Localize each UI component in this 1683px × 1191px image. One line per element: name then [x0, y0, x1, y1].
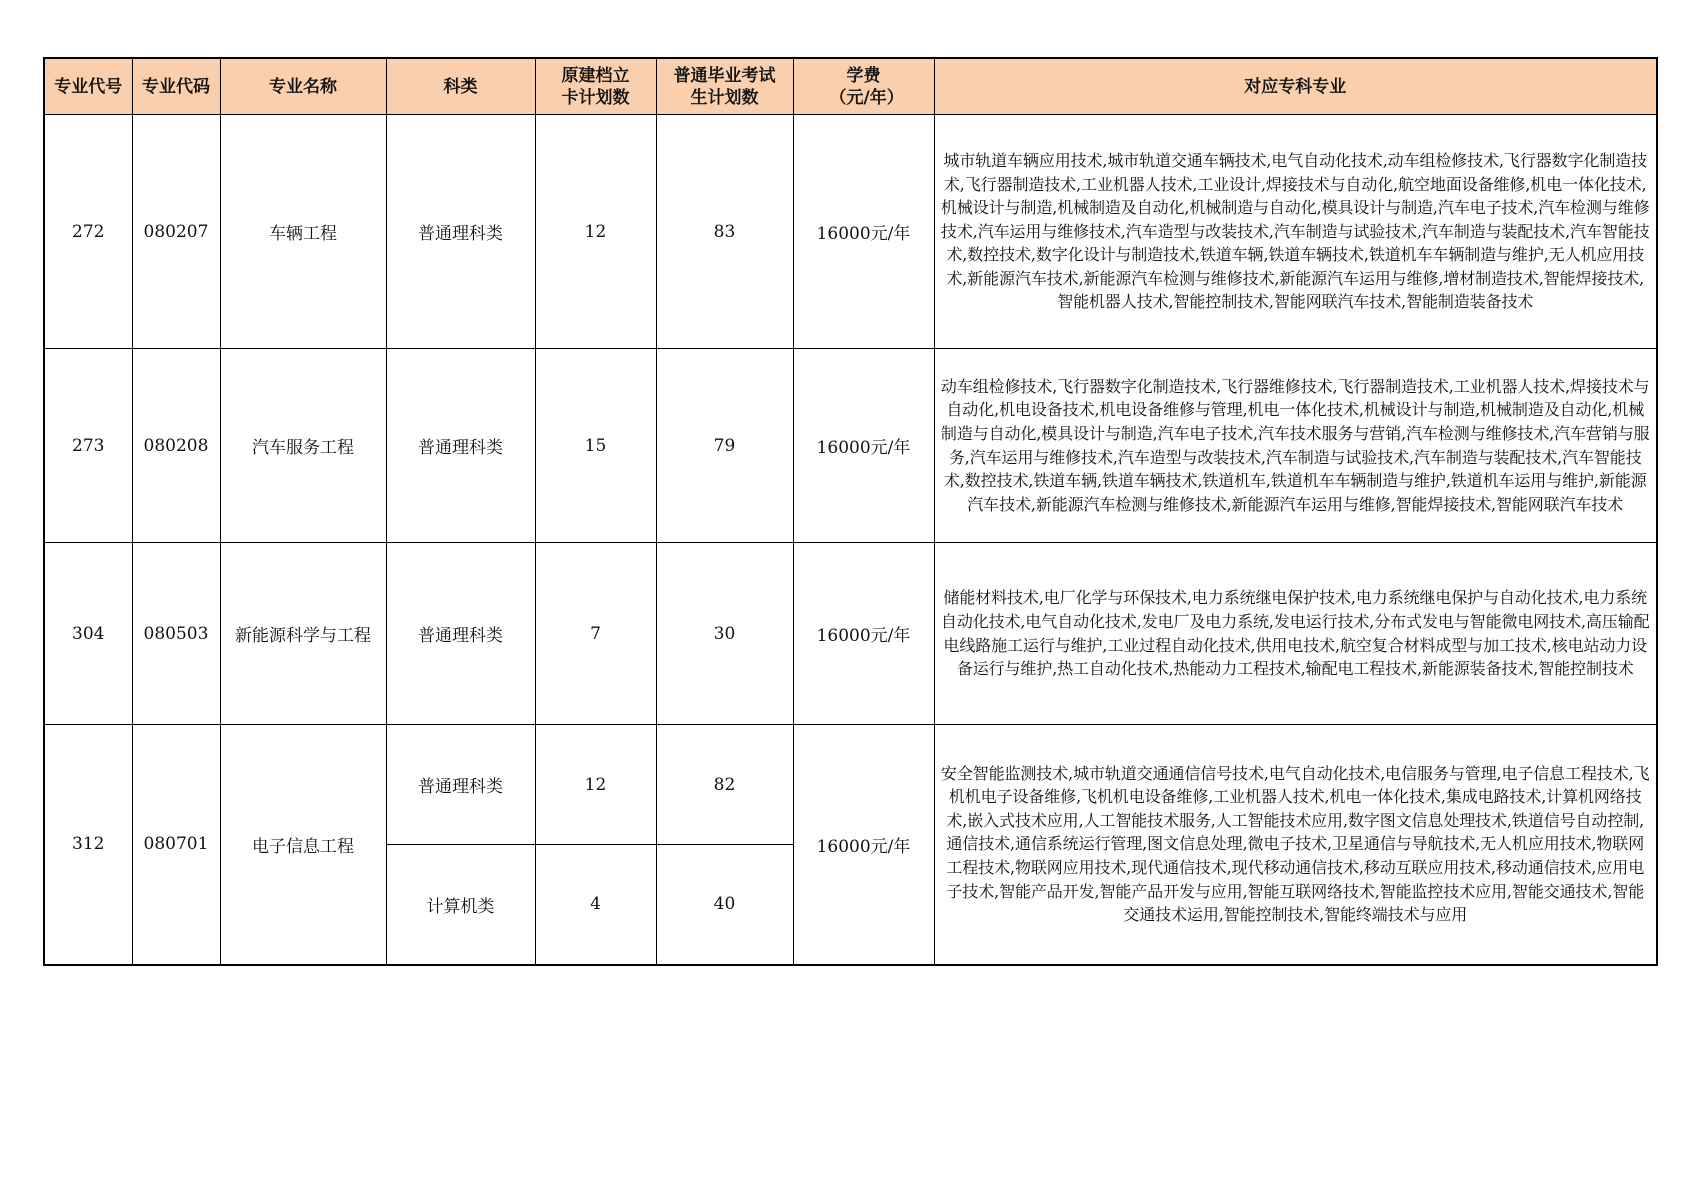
cell-major-code: 080503: [132, 543, 220, 725]
cell-plan-b: 83: [656, 115, 793, 349]
cell-related-majors: 城市轨道车辆应用技术,城市轨道交通车辆技术,电气自动化技术,动车组检修技术,飞行器数字化制造技术,飞行器制造技术,工业机器人技术,工业设计,焊接技术与自动化,航空地面设备维修,机电一体化技术,机械设计与制造,机械制造及自动化,机械制造与自动化,模具设计与制造,汽车电子技术,汽车检测与维修技术,汽车运用与维修技术,汽车造型与改装技术,汽车制造与试验技术,汽车制造与装配技术,汽车智能技术,数控技术,数字化设计与制造技术,铁道车辆,铁道车辆技术,铁道机车车辆制造与维护,无人机应用技术,新能源汽车技术,新能源汽车检测与维修技术,新能源汽车运用与维修,增材制造技术,智能焊接技术,智能机器人技术,智能控制技术,智能网联汽车技术,智能制造装备技术: [934, 115, 1657, 349]
cell-plan-b: 79: [656, 349, 793, 543]
cell-major-name: 汽车服务工程: [220, 349, 386, 543]
table-header: [44, 58, 1657, 115]
header-tuition: 学费（元/年）: [793, 58, 934, 115]
cell-major-code: 080701: [132, 725, 220, 965]
table-row: [44, 543, 1657, 725]
cell-plan-b: 82: [656, 725, 793, 845]
cell-plan-a: 12: [535, 725, 656, 845]
cell-plan-a: 7: [535, 543, 656, 725]
cell-code: 273: [44, 349, 132, 543]
cell-category: 计算机类: [386, 845, 535, 965]
cell-major-code: 080207: [132, 115, 220, 349]
table-body: [44, 115, 1657, 965]
header-row: [44, 58, 1657, 115]
cell-tuition: 16000元/年: [793, 725, 934, 965]
cell-plan-a: 15: [535, 349, 656, 543]
cell-related-majors: 安全智能监测技术,城市轨道交通通信信号技术,电气自动化技术,电信服务与管理,电子信息工程技术,飞机机电子设备维修,飞机机电设备维修,工业机器人技术,机电一体化技术,集成电路技术,计算机网络技术,嵌入式技术应用,人工智能技术服务,人工智能技术应用,数字图文信息处理技术,铁道信号自动控制,通信技术,通信系统运行管理,图文信息处理,微电子技术,卫星通信与导航技术,无人机应用技术,物联网工程技术,物联网应用技术,现代通信技术,现代移动通信技术,移动互联应用技术,移动通信技术,应用电子技术,智能产品开发,智能产品开发与应用,智能互联网络技术,智能监控技术应用,智能交通技术,智能交通技术运用,智能控制技术,智能终端技术与应用: [934, 725, 1657, 965]
cell-category: 普通理科类: [386, 543, 535, 725]
header-category: 科类: [386, 58, 535, 115]
cell-code: 312: [44, 725, 132, 965]
cell-related-majors: 动车组检修技术,飞行器数字化制造技术,飞行器维修技术,飞行器制造技术,工业机器人技术,焊接技术与自动化,机电设备技术,机电设备维修与管理,机电一体化技术,机械设计与制造,机械制造及自动化,机械制造与自动化,模具设计与制造,汽车电子技术,汽车技术服务与营销,汽车检测与维修技术,汽车营销与服务,汽车运用与维修技术,汽车造型与改装技术,汽车制造与试验技术,汽车制造与装配技术,汽车智能技术,数控技术,铁道车辆,铁道车辆技术,铁道机车,铁道机车车辆制造与维护,铁道机车运用与维护,新能源汽车技术,新能源汽车检测与维修技术,新能源汽车运用与维修,智能焊接技术,智能网联汽车技术: [934, 349, 1657, 543]
header-major-code: 专业代码: [132, 58, 220, 115]
cell-category: 普通理科类: [386, 725, 535, 845]
cell-plan-b: 40: [656, 845, 793, 965]
cell-tuition: 16000元/年: [793, 115, 934, 349]
cell-plan-a: 12: [535, 115, 656, 349]
cell-category: 普通理科类: [386, 349, 535, 543]
cell-major-code: 080208: [132, 349, 220, 543]
header-major-name: 专业名称: [220, 58, 386, 115]
header-plan-b: 普通毕业考试生计划数: [656, 58, 793, 115]
cell-major-name: 新能源科学与工程: [220, 543, 386, 725]
cell-major-name: 车辆工程: [220, 115, 386, 349]
enrollment-plan-table: [43, 57, 1658, 966]
cell-code: 272: [44, 115, 132, 349]
header-plan-a: 原建档立卡计划数: [535, 58, 656, 115]
header-related: 对应专科专业: [934, 58, 1657, 115]
table-row: [44, 349, 1657, 543]
cell-tuition: 16000元/年: [793, 543, 934, 725]
cell-category: 普通理科类: [386, 115, 535, 349]
cell-plan-a: 4: [535, 845, 656, 965]
cell-plan-b: 30: [656, 543, 793, 725]
cell-related-majors: 储能材料技术,电厂化学与环保技术,电力系统继电保护技术,电力系统继电保护与自动化技术,电力系统自动化技术,电气自动化技术,发电厂及电力系统,发电运行技术,分布式发电与智能微电网技术,高压输配电线路施工运行与维护,工业过程自动化技术,供用电技术,航空复合材料成型与加工技术,核电站动力设备运行与维护,热工自动化技术,热能动力工程技术,输配电工程技术,新能源装备技术,智能控制技术: [934, 543, 1657, 725]
cell-tuition: 16000元/年: [793, 349, 934, 543]
table-row: [44, 115, 1657, 349]
header-code: 专业代号: [44, 58, 132, 115]
table-row: [44, 725, 1657, 845]
cell-code: 304: [44, 543, 132, 725]
cell-major-name: 电子信息工程: [220, 725, 386, 965]
